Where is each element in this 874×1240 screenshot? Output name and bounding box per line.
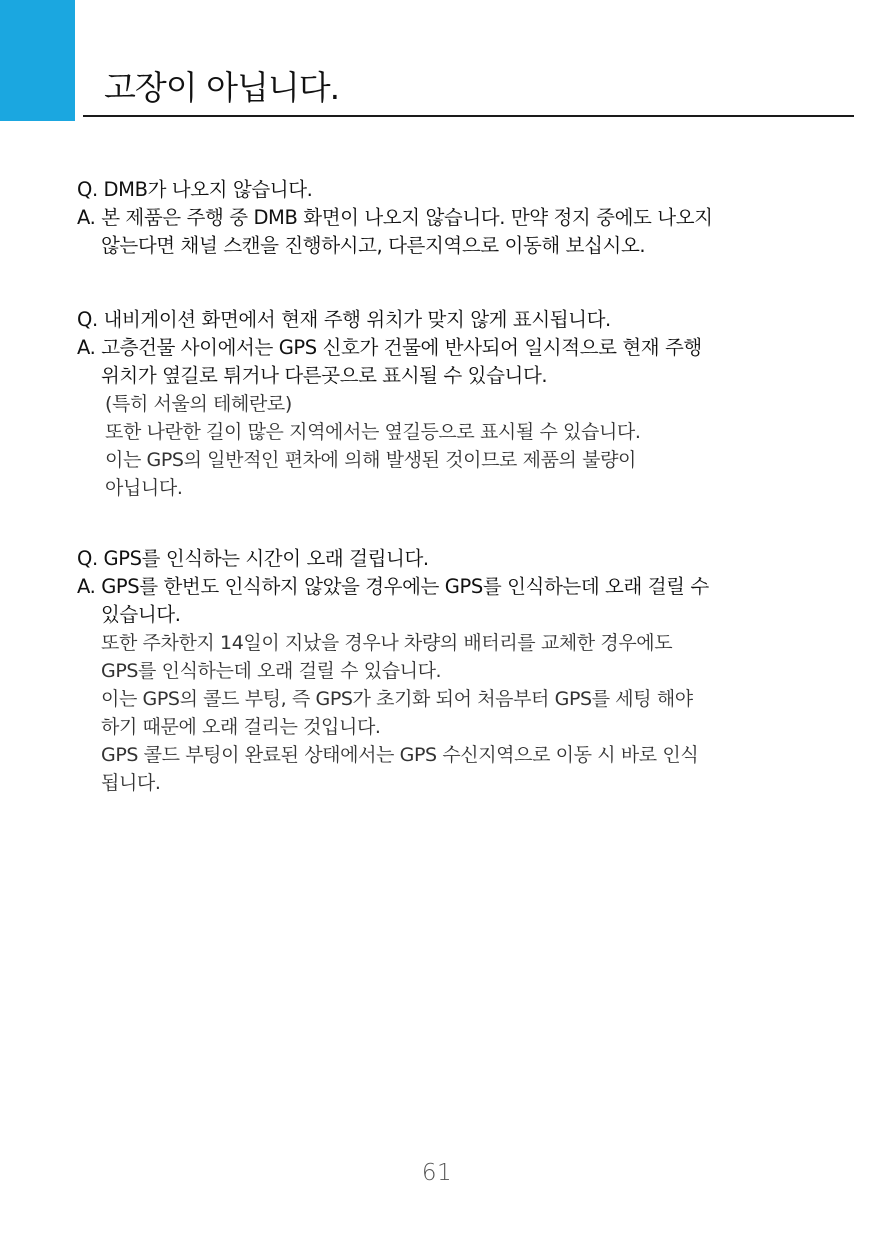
faq-note-line: GPS를 인식하는데 오래 걸릴 수 있습니다. [101,660,442,682]
faq-answer-line: 있습니다. [101,603,181,626]
faq-answer-line: A. 고층건물 사이에서는 GPS 신호가 건물에 반사되어 일시적으로 현재 주행 [77,336,702,359]
faq-note-line: GPS 콜드 부팅이 완료된 상태에서는 GPS 수신지역으로 이동 시 바로 인식 [101,744,699,766]
faq-answer-line: 위치가 옆길로 튀거나 다른곳으로 표시될 수 있습니다. [101,364,548,387]
faq-note-line: 하기 때문에 오래 걸리는 것입니다. [101,716,381,738]
faq-note-line: 이는 GPS의 콜드 부팅, 즉 GPS가 초기화 되어 처음부터 GPS를 세팅 해야 [101,688,693,710]
faq-answer-line: 않는다면 채널 스캔을 진행하시고, 다른지역으로 이동해 보십시오. [101,234,646,257]
faq-item-dmb [77,176,797,260]
faq-question: Q. 내비게이션 화면에서 현재 주행 위치가 맞지 않게 표시됩니다. [77,308,611,331]
faq-note-line: (특히 서울의 테헤란로) [105,393,292,415]
page-title: 고장이 아닙니다. [104,68,340,107]
faq-answer-line: A. GPS를 한번도 인식하지 않았을 경우에는 GPS를 인식하는데 오래 걸릴 수 [77,575,709,598]
faq-answer-line: A. 본 제품은 주행 중 DMB 화면이 나오지 않습니다. 만약 정지 중에도 나오지 [77,206,713,229]
faq-note-line: 됩니다. [101,772,161,794]
page-number: 61 [421,1160,453,1186]
faq-note-line: 또한 나란한 길이 많은 지역에서는 옆길등으로 표시될 수 있습니다. [105,421,641,443]
header-accent-bar [0,0,75,121]
faq-item-gps-recognition [77,545,797,797]
faq-question: Q. DMB가 나오지 않습니다. [77,178,313,201]
faq-note-line: 이는 GPS의 일반적인 편차에 의해 발생된 것이므로 제품의 불량이 [105,449,637,471]
title-divider [83,115,854,117]
faq-item-navigation-position [77,306,797,502]
faq-question: Q. GPS를 인식하는 시간이 오래 걸립니다. [77,547,429,570]
faq-note-line: 아닙니다. [105,477,183,499]
faq-note-line: 또한 주차한지 14일이 지났을 경우나 차량의 배터리를 교체한 경우에도 [101,632,673,654]
